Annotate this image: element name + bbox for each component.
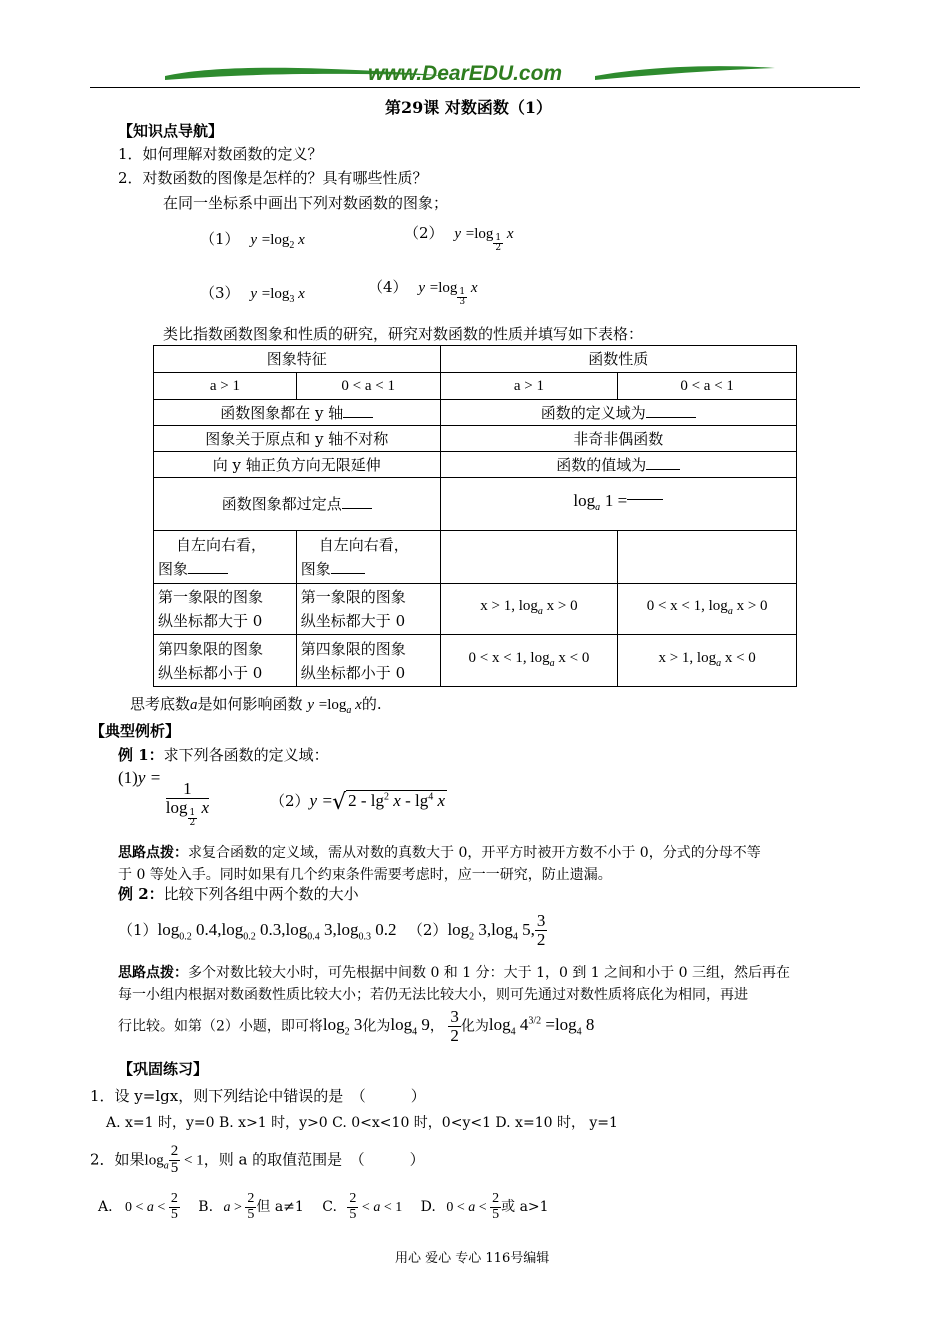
table-cell: 自左向右看， 图象 [154, 531, 297, 584]
section-heading-examples: 【典型例析】 [90, 722, 181, 740]
table-sub-a-lt1: 0 < a < 1 [296, 373, 440, 400]
hint-2-line-1: 思路点拨：多个对数比较大小时，可先根据中间数 0 和 1 分：大于 1，0 到 1 之间和小于 0 三组，然后再在 [118, 965, 790, 981]
table-cell [618, 531, 797, 584]
question-1: 1．如何理解对数函数的定义？ [118, 145, 323, 163]
header-rule [90, 87, 860, 88]
table-sub-a-gt1: a > 1 [154, 373, 297, 400]
example-2-parts: $(1)\log_{0.2}$ $0.4,\log_{0.2}$ $0.3,\log_{0.4}$ $3,\log_{0.3}$ 0.2 $(2)\log_2$ $3,\log_4$ 5, $\frac{3}{2}$ [118, 911, 546, 949]
table-header-graph: 图象特征 [154, 346, 441, 373]
table-cell: 函数图象都在 y 轴 [154, 400, 441, 426]
properties-table [153, 345, 797, 687]
table-cell: 第四象限的图象 纵坐标都小于 0 [154, 635, 297, 687]
page-footer: 用心 爱心 专心 116号编辑 [395, 1251, 550, 1266]
table-cell: 自左向右看， 图象 [296, 531, 440, 584]
function-item-1: （1） $y =\log_2$ x [200, 230, 305, 251]
table-cell: 函数图象都过定点 [154, 478, 441, 531]
section-heading-knowledge: 【知识点导航】 [118, 122, 224, 140]
table-cell: 0 < x < 1, $\log_a x > 0$ [618, 584, 797, 635]
practice-question-2-options: A. 0 < a < $\frac{2}{5}$ B. a > $\frac{2}{5}$ 但 a≠1 C. $\frac{2}{5}$ < a < 1 D. 0 < a < $\frac{2}{5}$ 或 a>1 [98, 1191, 549, 1222]
example-1-part-1: (1)y = 1 log $\frac{1}{2}$ x [118, 768, 210, 828]
table-sub-a-lt1-props: 0 < a < 1 [618, 373, 797, 400]
table-sub-a-gt1-props: a > 1 [440, 373, 618, 400]
table-cell: 非奇非偶函数 [440, 426, 796, 452]
hint-2-line-3: 行比较。如第（2）小题，即可将$\log_2 3$化为$\log_4 9$， $\frac{3}{2}$ 化为$\log_4 4^{3/2} =\log_4$ 8 [118, 1007, 595, 1045]
table-cell: 0 < x < 1, $\log_a x < 0$ [440, 635, 618, 687]
function-item-3: （3） $y =\log_3$ x [200, 284, 305, 305]
function-item-4: （4） y =log $\frac{1}{3}$ x [368, 278, 478, 307]
table-cell: 图象关于原点和 y 轴不对称 [154, 426, 441, 452]
hint-1-line-1: 思路点拨：求复合函数的定义域，需从对数的真数大于 0，开平方时被开方数不小于 0，分式的分母不等 [118, 845, 761, 861]
page-title: 第29课 对数函数（1） [385, 98, 552, 117]
hint-1-line-2: 于 0 等处入手。同时如果有几个约束条件需要考虑时，应一一研究，防止遗漏。 [118, 867, 612, 883]
section-heading-practice: 【巩固练习】 [118, 1060, 209, 1078]
example-1-part-2: （2）y =√ $2 - \lg^2 x - \lg^4 x$ [270, 790, 445, 815]
table-cell: 函数的值域为 [440, 452, 796, 478]
table-header-props: 函数性质 [440, 346, 796, 373]
function-item-2: （2） y =log $\frac{1}{2}$ x [404, 224, 514, 253]
example-2-prompt: 例 2：比较下列各组中两个数的大小 [118, 885, 359, 903]
table-cell: 函数的定义域为 [440, 400, 796, 426]
table-cell [440, 531, 618, 584]
practice-question-1: 1．设 y=lgx，则下列结论中错误的是 （ ） [90, 1087, 426, 1105]
practice-question-1-options: A. x=1 时，y=0 B. x>1 时，y>0 C. 0<x<10 时，0<y<1 D. x=10 时， y=1 [106, 1115, 618, 1131]
analogy-text: 类比指数函数图象和性质的研究，研究对数函数的性质并填写如下表格： [163, 325, 644, 343]
graph-intro: 在同一坐标系中画出下列对数函数的图象； [163, 194, 449, 212]
table-cell: x > 1, $\log_a x > 0$ [440, 584, 618, 635]
table-cell: $\log_a 1$ = [440, 478, 796, 531]
table-cell: 第一象限的图象 纵坐标都大于 0 [296, 584, 440, 635]
table-cell: 第一象限的图象 纵坐标都大于 0 [154, 584, 297, 635]
table-cell: 向 y 轴正负方向无限延伸 [154, 452, 441, 478]
table-cell: 第四象限的图象 纵坐标都小于 0 [296, 635, 440, 687]
example-1-prompt: 例 1：求下列各函数的定义域： [118, 746, 329, 764]
hint-2-line-2: 每一小组内根据对数函数性质比较大小；若仍无法比较大小，则可先通过对数性质将底化为相同，再进 [118, 987, 748, 1003]
header-banner [90, 60, 860, 90]
practice-question-2: 2．如果$\log_a$ $\frac{2}{5}$ < 1，则 a 的取值范围是 （ ） [90, 1143, 425, 1176]
banner-swoosh-right [590, 62, 780, 86]
site-logo-text: www.DearEDU.com [368, 62, 563, 85]
table-cell: x > 1, $\log_a x < 0$ [618, 635, 797, 687]
closing-question: 思考底数a是如何影响函数 $y =\log_a$ x的. [130, 695, 382, 716]
question-2: 2．对数函数的图像是怎样的？具有哪些性质？ [118, 169, 428, 187]
